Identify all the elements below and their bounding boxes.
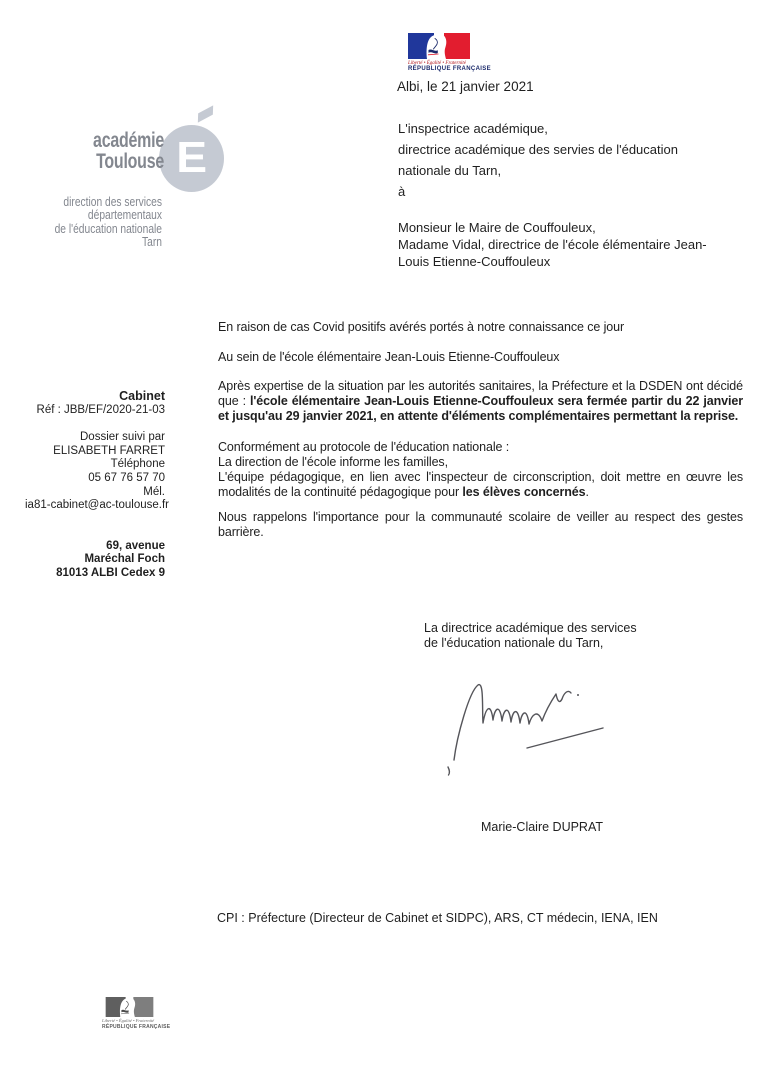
footer-republic-name-text: RÉPUBLIQUE FRANÇAISE <box>102 1023 171 1030</box>
signature-scrawl-icon <box>440 672 620 777</box>
paragraph-school: Au sein de l'école élémentaire Jean-Louis Etienne-Couffouleux <box>218 350 560 364</box>
accent-mark-icon <box>198 105 213 122</box>
academie-circle-icon <box>159 125 224 192</box>
paragraph-decision <box>218 379 743 424</box>
date-line: Albi, le 21 janvier 2021 <box>397 79 534 94</box>
republic-name-text: RÉPUBLIQUE FRANÇAISE <box>408 66 492 72</box>
address-line: 69, avenue <box>106 539 165 552</box>
phone-number: 05 67 76 57 70 <box>88 471 165 484</box>
academie-letter: E <box>176 132 207 182</box>
protocol-text: L'équipe pédagogique, en lien avec l'inspecteur de circonscription, doit mettre en œuvre les modalités de la continuité pédagogique pour <box>218 470 743 499</box>
academie-name <box>55 131 164 172</box>
dept-line: de l'éducation nationale <box>54 221 163 236</box>
phone-label: Téléphone <box>110 458 165 471</box>
signature-title-line: La directrice académique des services <box>424 621 637 635</box>
cabinet-contact-block <box>25 389 170 581</box>
sender-function-lines <box>398 121 707 205</box>
from-line: directrice académique des servies de l'éducation <box>398 142 678 157</box>
academie-name-line2: Toulouse <box>96 149 164 173</box>
email-address: ia81-cabinet@ac-toulouse.fr <box>25 499 170 512</box>
dept-line: départementaux <box>87 208 162 223</box>
paragraph-reason: En raison de cas Covid positifs avérés portés à notre connaissance ce jour <box>218 320 625 334</box>
decision-bold-text: l'école élémentaire Jean-Louis Etienne-Couffouleux sera fermée partir du 22 janvier et jusqu'au 29 janvier 2021, en attente d'éléments complémentaires permettant la reprise. <box>218 394 743 423</box>
cpi-distribution-line: CPI : Préfecture (Directeur de Cabinet et SIDPC), ARS, CT médecin, IENA, IEN <box>217 911 658 925</box>
marianne-flag-gray-icon <box>102 997 157 1017</box>
to-line: Madame Vidal, directrice de l'école élémentaire Jean- <box>398 237 707 252</box>
dept-line: direction des services <box>63 195 162 209</box>
footer-motto-text: Liberté • Égalité • Fraternité <box>102 1018 155 1023</box>
paragraph-gestes: Nous rappelons l'importance pour la communauté scolaire de veiller au respect des gestes barrière. <box>218 510 743 539</box>
from-line: à <box>398 184 406 199</box>
from-line: L'inspectrice académique, <box>398 121 548 136</box>
protocol-line1: Conformément au protocole de l'éducation nationale : <box>218 440 510 454</box>
from-line: nationale du Tarn, <box>398 163 502 178</box>
marianne-flag-icon <box>408 33 470 59</box>
direction-departementale-lines <box>37 196 162 249</box>
signer-name: Marie-Claire DUPRAT <box>481 820 604 834</box>
paragraph-protocol <box>218 440 743 500</box>
protocol-line2: La direction de l'école informe les familles, <box>218 455 448 469</box>
address-line: Maréchal Foch <box>84 553 165 566</box>
service-name: Cabinet <box>119 389 165 403</box>
decision-text: Après expertise de la situation par les autorités sanitaires, la Préfecture et la DSDEN ont décidé que : <box>218 379 743 408</box>
dossier-name: ELISABETH FARRET <box>53 444 165 457</box>
republique-francaise-logo <box>408 33 492 72</box>
handwritten-signature <box>440 672 620 782</box>
recipient-block <box>398 121 707 271</box>
protocol-bold-text: les élèves concernés <box>462 485 586 499</box>
letter-body <box>218 320 743 540</box>
to-line: Louis Etienne-Couffouleux <box>398 254 551 269</box>
to-line: Monsieur le Maire de Couffouleux, <box>398 220 596 235</box>
addressee-lines <box>398 220 707 271</box>
footer-republique-logo <box>102 997 171 1030</box>
dept-line: Tarn <box>142 234 162 249</box>
signature-title-line: de l'éducation nationale du Tarn, <box>424 636 604 650</box>
signature-title <box>424 621 637 651</box>
mail-label: Mél. <box>143 485 165 498</box>
motto-text: Liberté • Égalité • Fraternité <box>408 60 466 66</box>
reference-number: Réf : JBB/EF/2020-21-03 <box>36 403 165 416</box>
dossier-label: Dossier suivi par <box>80 431 165 444</box>
address-line: 81013 ALBI Cedex 9 <box>56 566 165 579</box>
protocol-line3 <box>218 470 743 500</box>
protocol-end: . <box>585 485 589 499</box>
academie-name-line1: académie <box>93 129 164 152</box>
